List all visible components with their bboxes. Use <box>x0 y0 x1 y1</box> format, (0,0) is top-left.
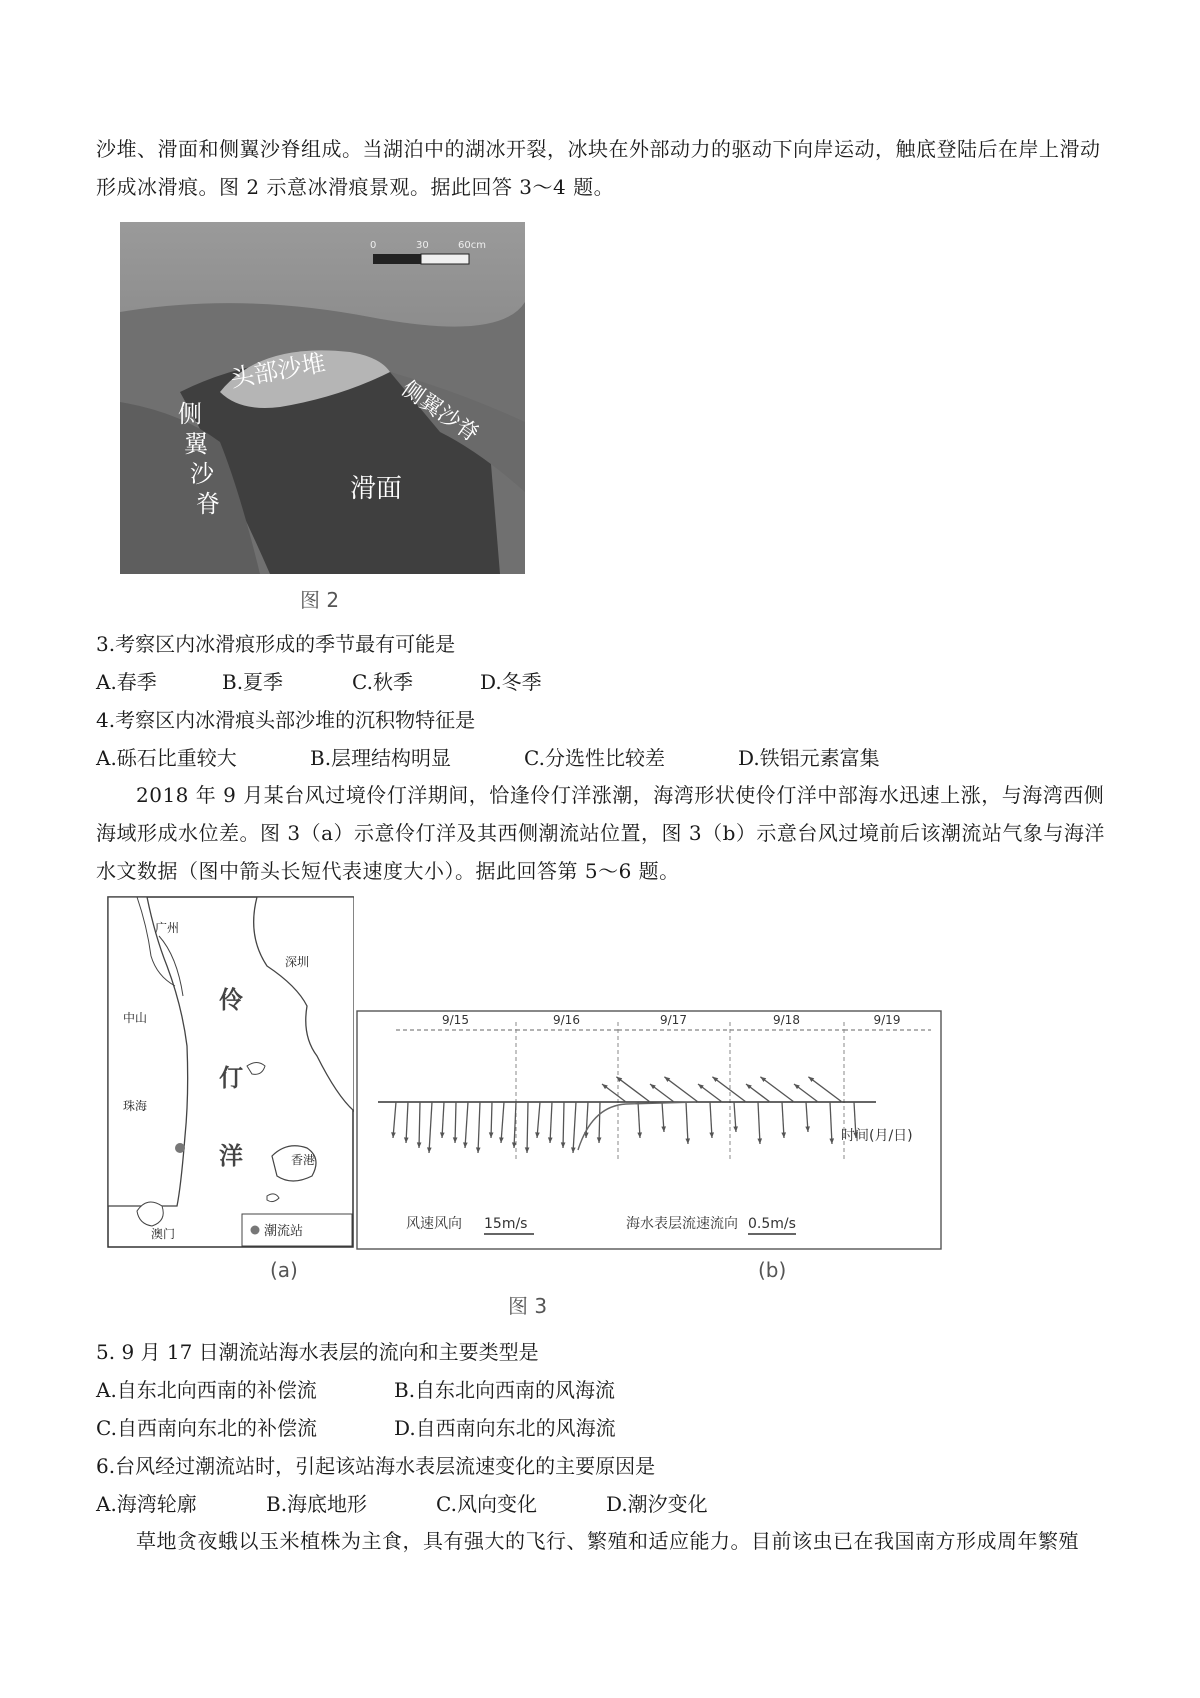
figure2-caption: 图 2 <box>300 588 340 612</box>
q6-option-b[interactable]: B.海底地形 <box>266 1492 368 1516</box>
q3-option-c[interactable]: C.秋季 <box>352 670 413 694</box>
legend-current-label: 海水表层流速流向 <box>626 1216 738 1232</box>
sea-char-1: 伶 <box>219 986 243 1014</box>
sea-char-2: 仃 <box>219 1064 243 1092</box>
legend-wind-label: 风速风向 <box>406 1216 462 1232</box>
q3-option-a[interactable]: A.春季 <box>96 670 157 694</box>
label-left-ridge-char: 脊 <box>196 490 220 518</box>
figure3-caption: 图 3 <box>508 1294 548 1318</box>
ice-scour-photo <box>120 222 525 574</box>
q4-stem: 4.考察区内冰滑痕头部沙堆的沉积物特征是 <box>96 708 476 732</box>
legend-wind-scale: 15m/s <box>484 1216 528 1232</box>
label-left-ridge-char: 翼 <box>184 430 208 458</box>
intro-paragraph: 沙堆、滑面和侧翼沙脊组成。当湖泊中的湖冰开裂，冰块在外部动力的驱动下向岸运动，触底登陆后在岸上滑动形成冰滑痕。图 2 示意冰滑痕景观。据此回答 3～4 题。 <box>96 137 1101 199</box>
legend-current-scale: 0.5m/s <box>748 1216 796 1232</box>
date-label: 9/16 <box>553 1013 580 1027</box>
date-label: 9/19 <box>873 1013 901 1027</box>
label-left-ridge-char: 沙 <box>190 460 214 488</box>
date-label: 9/15 <box>442 1013 469 1027</box>
passage-armyworm: 草地贪夜蛾以玉米植株为主食，具有强大的飞行、繁殖和适应能力。目前该虫已在我国南方形成周年繁殖 <box>136 1529 1079 1553</box>
place-shenzhen: 深圳 <box>285 955 310 969</box>
q4-option-d[interactable]: D.铁铝元素富集 <box>738 746 880 770</box>
q6-option-d[interactable]: D.潮汐变化 <box>606 1492 708 1516</box>
lingdingyang-map <box>107 896 354 1248</box>
tidal-station-marker <box>175 1143 185 1153</box>
date-label: 9/18 <box>773 1013 800 1027</box>
place-zhongshan: 中山 <box>123 1011 148 1025</box>
place-guangzhou: 广州 <box>155 921 180 935</box>
scale-tick-30: 30 <box>416 240 429 251</box>
figure3a-label: (a) <box>270 1258 298 1282</box>
q4-option-c[interactable]: C.分选性比较差 <box>524 746 665 770</box>
figure3b-label: (b) <box>758 1258 787 1282</box>
place-zhuhai: 珠海 <box>123 1099 148 1113</box>
sea-char-3: 洋 <box>219 1142 243 1170</box>
scale-tick-0: 0 <box>370 240 377 251</box>
q3-stem: 3.考察区内冰滑痕形成的季节最有可能是 <box>96 632 456 656</box>
q5-option-d[interactable]: D.自西南向东北的风海流 <box>394 1416 616 1440</box>
label-head-dune: 头部沙堆 <box>228 348 328 393</box>
label-left-ridge-char: 侧 <box>178 400 202 428</box>
scale-tick-60: 60cm <box>458 240 486 251</box>
time-axis-label: 时间(月/日) <box>841 1128 913 1144</box>
q4-option-b[interactable]: B.层理结构明显 <box>310 746 452 770</box>
passage-typhoon: 2018 年 9 月某台风过境伶仃洋期间，恰逢伶仃洋涨潮，海湾形状使伶仃洋中部海水迅速上涨，与海湾西侧海域形成水位差。图 3（a）示意伶仃洋及其西侧潮流站位置，图 3（b）示意台风过境前后该潮流站气象与海洋水文数据（图中箭头长短代表速度大小）。据此回答第 5～6 题。 <box>96 783 1105 883</box>
label-right-ridge: 侧翼沙脊 <box>396 376 483 448</box>
q5-option-c[interactable]: C.自西南向东北的补偿流 <box>96 1416 317 1440</box>
wind-current-chart <box>356 1010 942 1250</box>
q6-stem: 6.台风经过潮流站时，引起该站海水表层流速变化的主要原因是 <box>96 1454 656 1478</box>
place-hongkong: 香港 <box>291 1153 316 1167</box>
q6-option-a[interactable]: A.海湾轮廓 <box>96 1492 197 1516</box>
q5-stem: 5. 9 月 17 日潮流站海水表层的流向和主要类型是 <box>96 1340 539 1364</box>
q3-option-d[interactable]: D.冬季 <box>480 670 542 694</box>
map-legend-station: 潮流站 <box>264 1224 304 1239</box>
q5-option-b[interactable]: B.自东北向西南的风海流 <box>394 1378 616 1402</box>
date-label: 9/17 <box>660 1013 687 1027</box>
q4-option-a[interactable]: A.砾石比重较大 <box>96 746 237 770</box>
place-macau: 澳门 <box>151 1227 176 1241</box>
label-slide-surface: 滑面 <box>350 474 403 504</box>
q3-option-b[interactable]: B.夏季 <box>222 670 284 694</box>
q5-option-a[interactable]: A.自东北向西南的补偿流 <box>96 1378 317 1402</box>
q6-option-c[interactable]: C.风向变化 <box>436 1492 537 1516</box>
